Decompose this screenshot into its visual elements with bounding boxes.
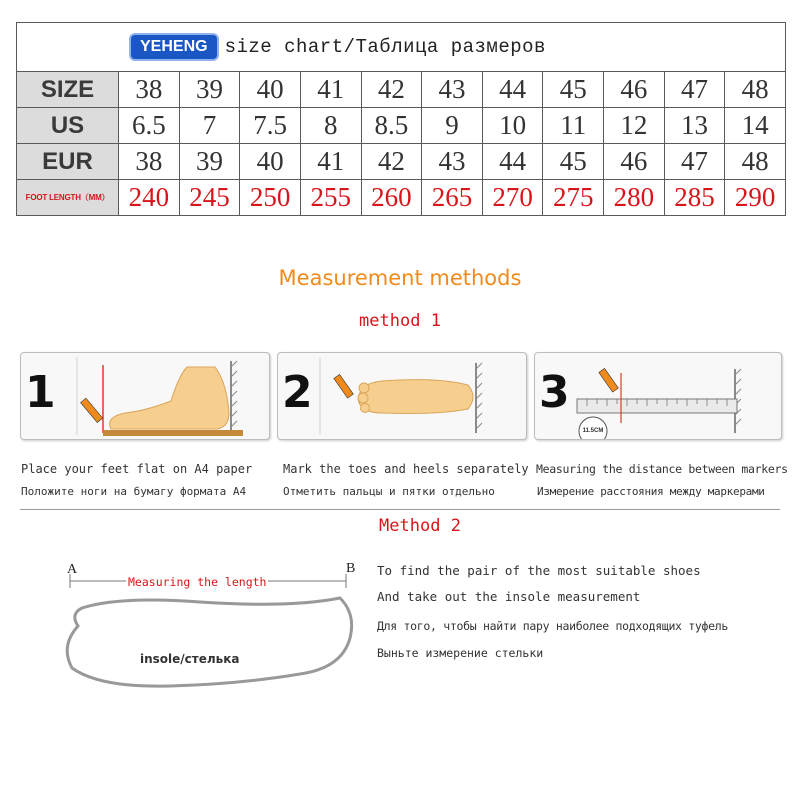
table-cell: 46: [604, 144, 665, 180]
table-cell: 8.5: [361, 108, 422, 144]
table-cell: 285: [664, 180, 725, 216]
table-cell: 47: [664, 144, 725, 180]
table-cell: 45: [543, 144, 604, 180]
table-cell: 48: [725, 72, 786, 108]
table-cell: 41: [300, 144, 361, 180]
row-label: EUR: [17, 144, 119, 180]
measuring-length-label: Measuring the length: [128, 575, 267, 589]
brand-logo: YEHENG: [131, 35, 217, 59]
table-cell: 46: [604, 72, 665, 108]
chart-header-row: [17, 23, 786, 72]
table-cell: 255: [300, 180, 361, 216]
foot-top-illustration: [278, 353, 526, 439]
table-cell: 7.5: [240, 108, 301, 144]
table-cell: 40: [240, 72, 301, 108]
method2-text-line-2: And take out the insole measurement: [377, 589, 641, 604]
foot-length-row: [17, 180, 786, 216]
method1-title: method 1: [359, 311, 441, 331]
pencil-icon: [599, 368, 618, 392]
foot-side-illustration: [21, 353, 269, 439]
table-cell: 44: [482, 144, 543, 180]
pencil-icon: [81, 398, 103, 422]
point-a-label: A: [67, 562, 78, 577]
insole-label: insole/стелька: [140, 652, 240, 666]
table-cell: 12: [604, 108, 665, 144]
table-cell: 48: [725, 144, 786, 180]
size-chart-table: [16, 22, 786, 216]
table-cell: 280: [604, 180, 665, 216]
table-cell: 290: [725, 180, 786, 216]
table-cell: 44: [482, 72, 543, 108]
chart-title: size chart/Таблица размеров: [224, 36, 546, 58]
row-label: FOOT LENGTH（MM）: [17, 180, 119, 216]
table-cell: 6.5: [119, 108, 180, 144]
step2-panel: [277, 352, 527, 440]
point-b-label: B: [346, 561, 356, 576]
size-row: [17, 72, 786, 108]
table-cell: 245: [179, 180, 240, 216]
table-cell: 39: [179, 144, 240, 180]
step3-panel: [534, 352, 782, 440]
table-cell: 42: [361, 72, 422, 108]
method2-text-line-1: To find the pair of the most suitable shoes: [377, 563, 701, 578]
table-cell: 250: [240, 180, 301, 216]
measurement-methods-title: Measurement methods: [278, 266, 522, 290]
us-row: [17, 108, 786, 144]
pencil-icon: [334, 374, 353, 398]
table-cell: 7: [179, 108, 240, 144]
method2-title: Method 2: [379, 516, 461, 536]
step1-number: 1: [25, 367, 56, 418]
section-divider: [20, 509, 780, 510]
step1-caption-en: Place your feet flat on A4 paper: [21, 462, 253, 476]
step2-caption-ru: Отметить пальцы и пятки отдельно: [283, 485, 495, 498]
table-cell: 8: [300, 108, 361, 144]
table-cell: 14: [725, 108, 786, 144]
row-label: US: [17, 108, 119, 144]
method2-text-line-3: Для того, чтобы найти пару наиболее подходящих туфель: [377, 619, 729, 633]
chart-header: [17, 23, 786, 72]
table-cell: 40: [240, 144, 301, 180]
table-cell: 10: [482, 108, 543, 144]
step1-caption-ru: Положите ноги на бумагу формата A4: [21, 485, 247, 498]
table-cell: 11: [543, 108, 604, 144]
table-cell: 260: [361, 180, 422, 216]
ruler-illustration: [535, 353, 781, 439]
table-cell: 240: [119, 180, 180, 216]
step3-caption-en: Measuring the distance between markers: [536, 462, 788, 476]
step2-caption-en: Mark the toes and heels separately: [283, 462, 529, 476]
measurement-badge-label: 11.5CM: [582, 428, 604, 434]
table-cell: 38: [119, 72, 180, 108]
table-cell: 47: [664, 72, 725, 108]
table-cell: 275: [543, 180, 604, 216]
table-cell: 9: [422, 108, 483, 144]
step1-panel: [20, 352, 270, 440]
table-cell: 265: [422, 180, 483, 216]
table-cell: 13: [664, 108, 725, 144]
table-cell: 42: [361, 144, 422, 180]
table-cell: 270: [482, 180, 543, 216]
table-cell: 45: [543, 72, 604, 108]
step3-number: 3: [539, 367, 570, 418]
table-cell: 41: [300, 72, 361, 108]
step3-caption-ru: Измерение расстояния между маркерами: [537, 485, 765, 498]
row-label: SIZE: [17, 72, 119, 108]
eur-row: [17, 144, 786, 180]
step2-number: 2: [282, 367, 313, 418]
table-cell: 43: [422, 72, 483, 108]
table-cell: 39: [179, 72, 240, 108]
table-cell: 43: [422, 144, 483, 180]
method2-text-line-4: Выньте измерение стельки: [377, 646, 544, 660]
table-cell: 38: [119, 144, 180, 180]
